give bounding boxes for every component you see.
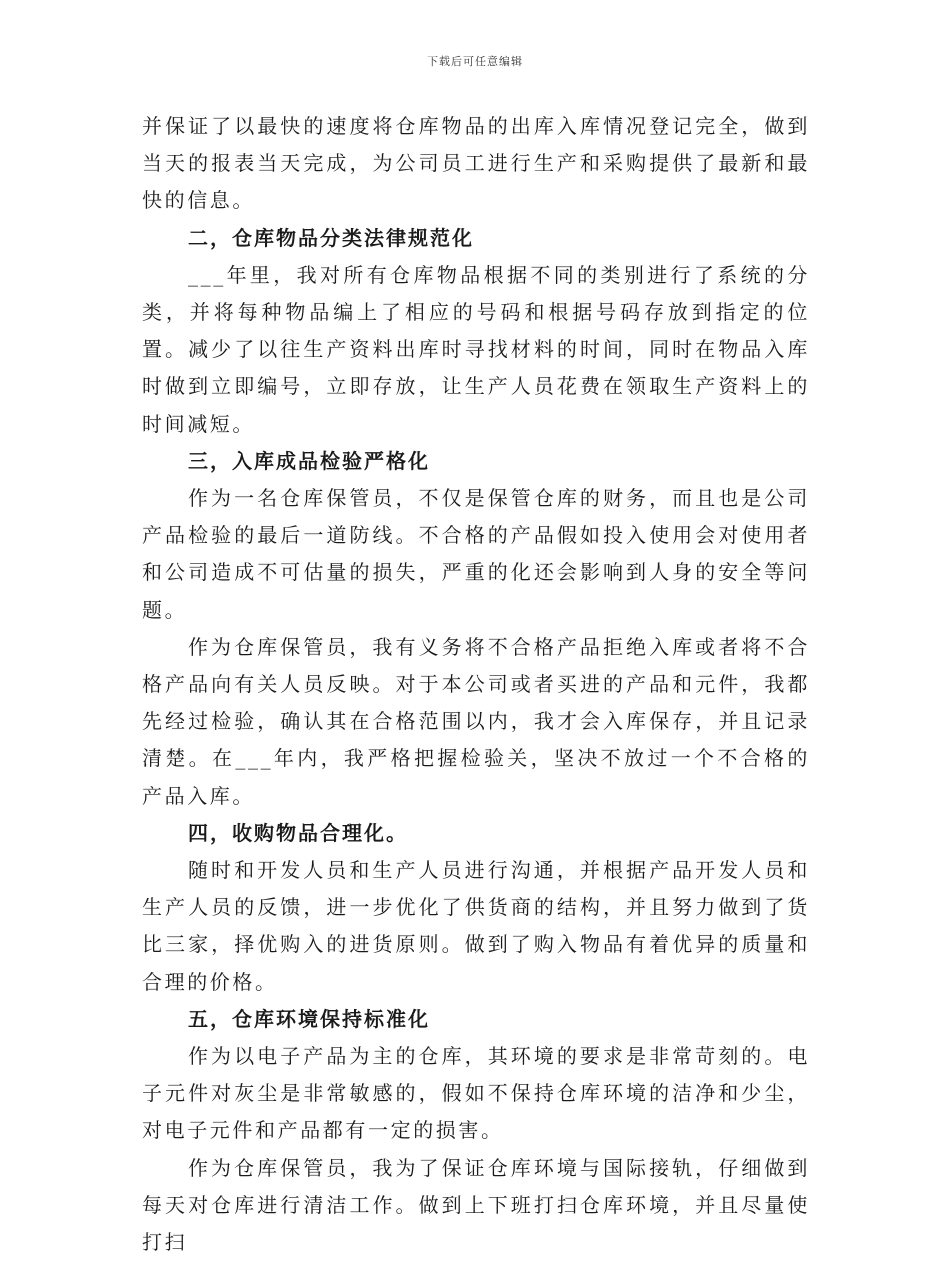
paragraph: 随时和开发人员和生产人员进行沟通，并根据产品开发人员和生产人员的反馈，进一步优化了供货商的结构，并且努力做到了货比三家，择优购入的进货原则。做到了购入物品有着优异的质量和合理的价格。 (142, 858, 810, 994)
section-heading-5: 五，仓库环境保持标准化 (188, 1006, 430, 1031)
paragraph: ___年里，我对所有仓库物品根据不同的类别进行了系统的分类，并将每种物品编上了相应的号码和根据号码存放到指定的位置。减少了以往生产资料出库时寻找材料的时间，同时在物品入库时做到立即编号，立即存放，让生产人员花费在领取生产资料上的时间减短。 (142, 262, 810, 436)
section-heading-4: 四，收购物品合理化。 (188, 820, 408, 845)
paragraph: 作为以电子产品为主的仓库，其环境的要求是非常苛刻的。电子元件对灰尘是非常敏感的，假如不保持仓库环境的洁净和少尘，对电子元件和产品都有一定的损害。 (142, 1044, 810, 1143)
page-header: 下载后可任意编辑 (427, 55, 523, 68)
paragraph-continued: 并保证了以最快的速度将仓库物品的出库入库情况登记完全，做到当天的报表当天完成，为公司员工进行生产和采购提供了最新和最快的信息。 (142, 114, 810, 213)
section-heading-2: 二，仓库物品分类法律规范化 (188, 225, 474, 250)
document-body (142, 108, 810, 1261)
section-heading-3: 三，入库成品检验严格化 (188, 448, 430, 473)
paragraph: 作为一名仓库保管员，不仅是保管仓库的财务，而且也是公司产品检验的最后一道防线。不合格的产品假如投入使用会对使用者和公司造成不可估量的损失，严重的化还会影响到人身的安全等问题。 (142, 486, 810, 622)
paragraph: 作为仓库保管员，我为了保证仓库环境与国际接轨，仔细做到每天对仓库进行清洁工作。做到上下班打扫仓库环境，并且尽量使打扫 (142, 1155, 810, 1255)
paragraph: 作为仓库保管员，我有义务将不合格产品拒绝入库或者将不合格产品向有关人员反映。对于本公司或者买进的产品和元件，我都先经过检验，确认其在合格范围以内，我才会入库保存，并且记录清楚。在___年内，我严格把握检验关，坚决不放过一个不合格的产品入库。 (142, 634, 810, 808)
